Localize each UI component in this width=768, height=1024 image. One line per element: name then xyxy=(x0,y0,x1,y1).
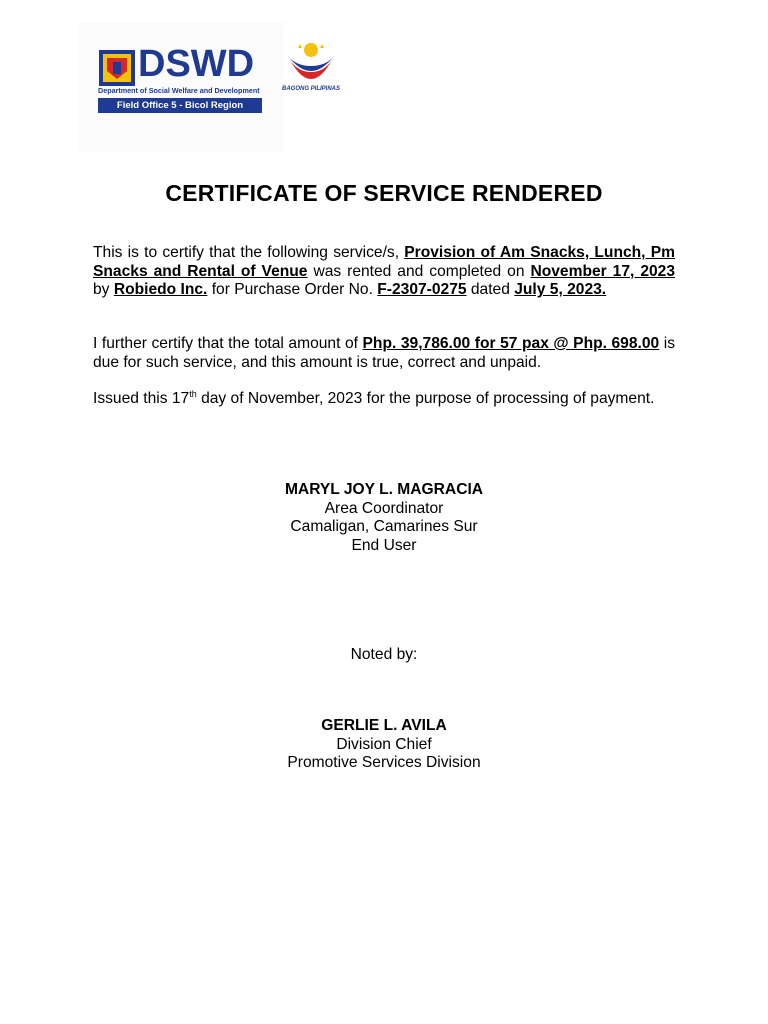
end-user-location: Camaligan, Camarines Sur xyxy=(290,518,478,535)
approver-division: Promotive Services Division xyxy=(287,754,481,771)
dswd-emblem-icon xyxy=(98,49,136,87)
amount-paragraph: I further certify that the total amount of Php. 39,786.00 for 57 pax @ Php. 698.00 is due for such service, and this amount is true, correct and unpaid. xyxy=(93,335,676,371)
issuance-paragraph: Issued this 17th day of November, 2023 for the purpose of processing of payment. xyxy=(93,388,655,407)
dswd-logo xyxy=(98,43,264,114)
end-user-role: End User xyxy=(351,536,417,554)
approver-signature-block xyxy=(0,717,768,773)
approver-position: Division Chief xyxy=(336,735,432,753)
certification-paragraph: This is to certify that the following service/s, Provision of Am Snacks, Lunch, Pm Snacks and Rental of Venue was rented and completed on November 17, 2023 by Robiedo Inc. for Purchase Order No. F-2307-0275 dated July 5, 2023. xyxy=(93,244,676,298)
bagong-pilipinas-logo xyxy=(276,38,346,100)
document-title: CERTIFICATE OF SERVICE RENDERED xyxy=(165,180,603,206)
purchase-order-date: July 5, 2023. xyxy=(514,281,607,298)
department-name: Department of Social Welfare and Development xyxy=(98,86,260,95)
end-user-signature-block xyxy=(0,481,768,555)
dswd-logo-text: DSWD xyxy=(138,43,255,85)
completion-date: November 17, 2023 xyxy=(530,262,676,280)
approver-name: GERLIE L. AVILA xyxy=(321,717,447,734)
supplier-name: Robiedo Inc. xyxy=(113,281,208,298)
field-office-label: Field Office 5 - Bicol Region xyxy=(98,98,262,113)
bagong-pilipinas-emblem-icon xyxy=(276,38,346,86)
bagong-pilipinas-text: BAGONG PILIPINAS xyxy=(281,86,340,92)
purchase-order-number: F-2307-0275 xyxy=(377,281,467,298)
service-description: Provision of Am Snacks, Lunch, Pm Snacks and Rental of Venue xyxy=(93,244,675,280)
end-user-position: Area Coordinator xyxy=(324,499,444,517)
total-amount: Php. 39,786.00 for 57 pax @ Php. 698.00 xyxy=(362,335,660,352)
noted-by-label: Noted by: xyxy=(350,646,418,663)
end-user-name: MARYL JOY L. MAGRACIA xyxy=(284,481,484,498)
